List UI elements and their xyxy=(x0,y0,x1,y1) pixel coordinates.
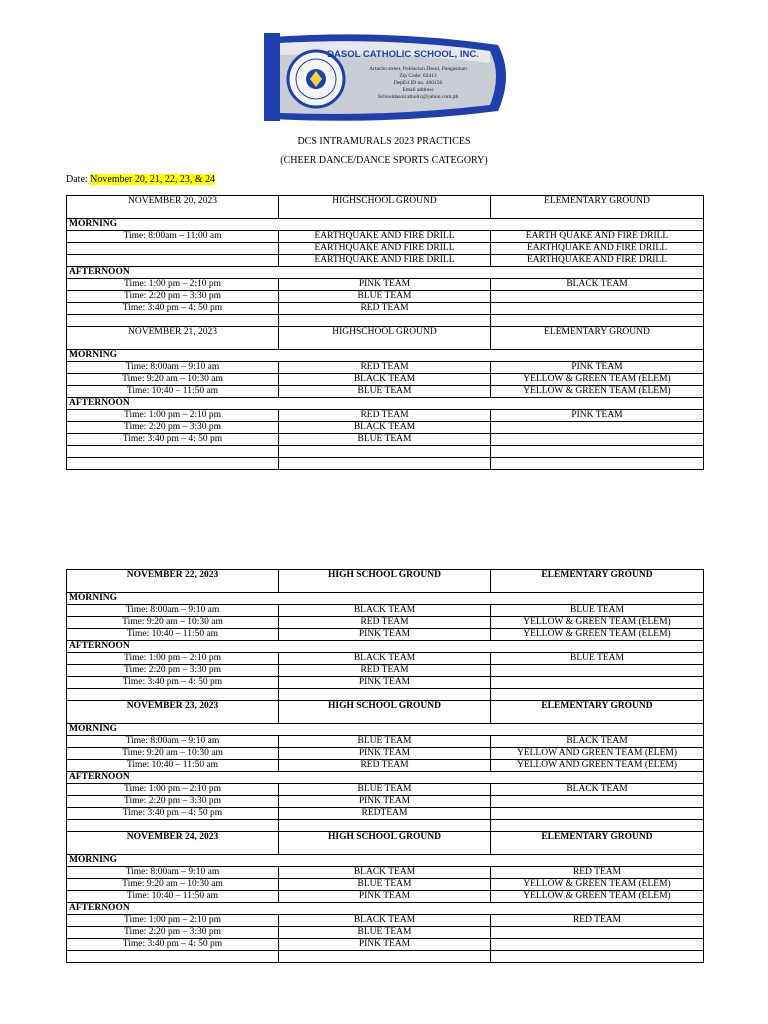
elementary-team-cell xyxy=(491,796,704,808)
elementary-team-cell: YELLOW & GREEN TEAM (ELEM) xyxy=(491,374,704,386)
day-date-header: NOVEMBER 22, 2023 xyxy=(67,570,279,593)
blank-cell xyxy=(279,458,491,470)
blank-cell xyxy=(67,689,279,701)
blank-row xyxy=(67,315,704,327)
afternoon-label: AFTERNOON xyxy=(67,267,704,279)
table-row xyxy=(67,665,704,677)
morning-section-row xyxy=(67,855,704,867)
time-cell: Time: 1:00 pm – 2:10 pm xyxy=(67,279,279,291)
elementary-ground-header: ELEMENTARY GROUND xyxy=(491,701,704,724)
time-cell: Time: 10:40 – 11:50 am xyxy=(67,891,279,903)
blank-cell xyxy=(279,689,491,701)
highschool-team-cell: BLACK TEAM xyxy=(279,605,491,617)
highschool-team-cell: EARTHQUAKE AND FIRE DRILL xyxy=(279,243,491,255)
date-label: Date: xyxy=(66,174,91,185)
time-cell: Time: 10:40 – 11:50 am xyxy=(67,629,279,641)
elementary-team-cell: YELLOW & GREEN TEAM (ELEM) xyxy=(491,891,704,903)
time-cell: Time: 2:20 pm – 3:30 pm xyxy=(67,665,279,677)
time-cell: Time: 3:40 pm – 4: 50 pm xyxy=(67,808,279,820)
time-cell: Time: 10:40 – 11:50 am xyxy=(67,760,279,772)
elementary-team-cell: EARTHQUAKE AND FIRE DRILL xyxy=(491,255,704,267)
time-cell: Time: 1:00 pm – 2:10 pm xyxy=(67,915,279,927)
elementary-team-cell: BLACK TEAM xyxy=(491,279,704,291)
time-cell: Time: 8:00am – 11:00 am xyxy=(67,231,279,243)
blank-cell xyxy=(67,951,279,963)
elementary-team-cell xyxy=(491,665,704,677)
highschool-team-cell: PINK TEAM xyxy=(279,796,491,808)
table-row xyxy=(67,891,704,903)
date-value: November 20, 21, 22, 23, & 24 xyxy=(90,174,216,185)
highschool-team-cell: BLACK TEAM xyxy=(279,867,491,879)
table-row xyxy=(67,796,704,808)
day-header-row xyxy=(67,327,704,350)
highschool-team-cell: EARTHQUAKE AND FIRE DRILL xyxy=(279,231,491,243)
schedule-table-1 xyxy=(66,195,704,470)
time-cell xyxy=(67,243,279,255)
blank-cell xyxy=(67,820,279,832)
elementary-ground-header: ELEMENTARY GROUND xyxy=(491,196,704,219)
blank-row xyxy=(67,951,704,963)
day-date-header: NOVEMBER 20, 2023 xyxy=(67,196,279,219)
time-cell: Time: 3:40 pm – 4: 50 pm xyxy=(67,303,279,315)
elementary-team-cell: YELLOW & GREEN TEAM (ELEM) xyxy=(491,629,704,641)
blank-cell xyxy=(491,315,704,327)
table-row xyxy=(67,784,704,796)
morning-label: MORNING xyxy=(67,350,704,362)
table-row xyxy=(67,808,704,820)
afternoon-label: AFTERNOON xyxy=(67,641,704,653)
time-cell: Time: 2:20 pm – 3:30 pm xyxy=(67,291,279,303)
table-row xyxy=(67,434,704,446)
blank-row xyxy=(67,446,704,458)
afternoon-label: AFTERNOON xyxy=(67,903,704,915)
time-cell: Time: 9:20 am – 10:30 am xyxy=(67,879,279,891)
elementary-team-cell xyxy=(491,434,704,446)
elementary-team-cell: BLACK TEAM xyxy=(491,784,704,796)
elementary-team-cell: EARTHQUAKE AND FIRE DRILL xyxy=(491,243,704,255)
time-cell: Time: 1:00 pm – 2:10 pm xyxy=(67,653,279,665)
elementary-team-cell: YELLOW & GREEN TEAM (ELEM) xyxy=(491,386,704,398)
blank-row xyxy=(67,820,704,832)
time-cell: Time: 10:40 – 11:50 am xyxy=(67,386,279,398)
blank-cell xyxy=(491,446,704,458)
table-row xyxy=(67,939,704,951)
time-cell: Time: 3:40 pm – 4: 50 pm xyxy=(67,677,279,689)
time-cell: Time: 9:20 am – 10:30 am xyxy=(67,617,279,629)
morning-label: MORNING xyxy=(67,593,704,605)
elementary-ground-header: ELEMENTARY GROUND xyxy=(491,570,704,593)
table-row xyxy=(67,243,704,255)
table-row xyxy=(67,617,704,629)
elementary-team-cell: YELLOW AND GREEN TEAM (ELEM) xyxy=(491,748,704,760)
table-row xyxy=(67,605,704,617)
morning-label: MORNING xyxy=(67,219,704,231)
table-row xyxy=(67,629,704,641)
table-row xyxy=(67,927,704,939)
time-cell: Time: 1:00 pm – 2:10 pm xyxy=(67,410,279,422)
afternoon-label: AFTERNOON xyxy=(67,398,704,410)
table-row xyxy=(67,386,704,398)
elementary-team-cell: YELLOW AND GREEN TEAM (ELEM) xyxy=(491,760,704,772)
elementary-team-cell xyxy=(491,808,704,820)
elementary-team-cell: YELLOW & GREEN TEAM (ELEM) xyxy=(491,617,704,629)
table-row xyxy=(67,879,704,891)
page-title: DCS INTRAMURALS 2023 PRACTICES xyxy=(297,136,471,147)
morning-section-row xyxy=(67,724,704,736)
time-cell: Time: 2:20 pm – 3:30 pm xyxy=(67,927,279,939)
highschool-team-cell: PINK TEAM xyxy=(279,891,491,903)
elementary-team-cell: PINK TEAM xyxy=(491,362,704,374)
table-row xyxy=(67,760,704,772)
blank-row xyxy=(67,689,704,701)
blank-cell xyxy=(491,689,704,701)
svg-text:DepEd ID no. 400156: DepEd ID no. 400156 xyxy=(393,80,443,86)
elementary-team-cell: YELLOW & GREEN TEAM (ELEM) xyxy=(491,879,704,891)
time-cell: Time: 8:00am – 9:10 am xyxy=(67,605,279,617)
highschool-team-cell: REDTEAM xyxy=(279,808,491,820)
highschool-team-cell: PINK TEAM xyxy=(279,279,491,291)
highschool-team-cell: BLACK TEAM xyxy=(279,422,491,434)
blank-cell xyxy=(491,820,704,832)
morning-section-row xyxy=(67,593,704,605)
blank-cell xyxy=(491,458,704,470)
afternoon-section-row xyxy=(67,267,704,279)
table-row xyxy=(67,303,704,315)
elementary-team-cell xyxy=(491,927,704,939)
table-row xyxy=(67,291,704,303)
highschool-ground-header: HIGH SCHOOL GROUND xyxy=(279,570,491,593)
page-subtitle: (CHEER DANCE/DANCE SPORTS CATEGORY) xyxy=(280,155,488,166)
highschool-team-cell: PINK TEAM xyxy=(279,939,491,951)
svg-text:Artacho street, Poblacion Daso: Artacho street, Poblacion Dasol, Pangasinan xyxy=(369,66,467,72)
time-cell: Time: 2:20 pm – 3:30 pm xyxy=(67,796,279,808)
morning-label: MORNING xyxy=(67,724,704,736)
highschool-ground-header: HIGHSCHOOL GROUND xyxy=(279,196,491,219)
time-cell: Time: 2:20 pm – 3:30 pm xyxy=(67,422,279,434)
school-banner xyxy=(258,27,516,127)
day-header-row xyxy=(67,832,704,855)
blank-cell xyxy=(67,315,279,327)
table-row xyxy=(67,374,704,386)
highschool-ground-header: HIGH SCHOOL GROUND xyxy=(279,832,491,855)
highschool-team-cell: RED TEAM xyxy=(279,760,491,772)
table-row xyxy=(67,362,704,374)
elementary-ground-header: ELEMENTARY GROUND xyxy=(491,327,704,350)
table-row xyxy=(67,255,704,267)
table-row xyxy=(67,279,704,291)
elementary-team-cell: RED TEAM xyxy=(491,915,704,927)
table-row xyxy=(67,422,704,434)
time-cell: Time: 9:20 am – 10:30 am xyxy=(67,374,279,386)
afternoon-section-row xyxy=(67,398,704,410)
morning-section-row xyxy=(67,219,704,231)
day-header-row xyxy=(67,196,704,219)
time-cell: Time: 3:40 pm – 4: 50 pm xyxy=(67,939,279,951)
elementary-team-cell: PINK TEAM xyxy=(491,410,704,422)
elementary-team-cell: RED TEAM xyxy=(491,867,704,879)
morning-label: MORNING xyxy=(67,855,704,867)
highschool-team-cell: BLUE TEAM xyxy=(279,386,491,398)
table-row xyxy=(67,748,704,760)
highschool-team-cell: EARTHQUAKE AND FIRE DRILL xyxy=(279,255,491,267)
highschool-team-cell: BLUE TEAM xyxy=(279,879,491,891)
elementary-team-cell xyxy=(491,677,704,689)
highschool-team-cell: BLUE TEAM xyxy=(279,291,491,303)
elementary-team-cell: EARTH QUAKE AND FIRE DRILL xyxy=(491,231,704,243)
table-row xyxy=(67,231,704,243)
elementary-team-cell xyxy=(491,422,704,434)
highschool-team-cell: RED TEAM xyxy=(279,410,491,422)
table-row xyxy=(67,410,704,422)
blank-cell xyxy=(279,315,491,327)
elementary-team-cell xyxy=(491,303,704,315)
highschool-team-cell: RED TEAM xyxy=(279,617,491,629)
highschool-team-cell: RED TEAM xyxy=(279,362,491,374)
time-cell: Time: 8:00am – 9:10 am xyxy=(67,736,279,748)
svg-text:Zip Code: 62413: Zip Code: 62413 xyxy=(399,73,437,79)
highschool-team-cell: RED TEAM xyxy=(279,303,491,315)
elementary-team-cell: BLACK TEAM xyxy=(491,736,704,748)
svg-text:Schooldasolcatholic@yahoo.com.: Schooldasolcatholic@yahoo.com.ph xyxy=(377,94,459,100)
day-date-header: NOVEMBER 21, 2023 xyxy=(67,327,279,350)
elementary-ground-header: ELEMENTARY GROUND xyxy=(491,832,704,855)
elementary-team-cell xyxy=(491,291,704,303)
elementary-team-cell xyxy=(491,939,704,951)
blank-cell xyxy=(279,446,491,458)
blank-cell xyxy=(279,951,491,963)
highschool-team-cell: BLUE TEAM xyxy=(279,784,491,796)
schedule-table-2 xyxy=(66,569,704,963)
elementary-team-cell: BLUE TEAM xyxy=(491,605,704,617)
blank-cell xyxy=(67,446,279,458)
table-row xyxy=(67,677,704,689)
day-date-header: NOVEMBER 24, 2023 xyxy=(67,832,279,855)
table-row xyxy=(67,653,704,665)
elementary-team-cell: BLUE TEAM xyxy=(491,653,704,665)
blank-row xyxy=(67,458,704,470)
blank-cell xyxy=(279,820,491,832)
highschool-team-cell: BLUE TEAM xyxy=(279,736,491,748)
time-cell: Time: 9:20 am – 10:30 am xyxy=(67,748,279,760)
afternoon-section-row xyxy=(67,903,704,915)
time-cell xyxy=(67,255,279,267)
table-row xyxy=(67,736,704,748)
highschool-team-cell: BLACK TEAM xyxy=(279,374,491,386)
day-header-row xyxy=(67,570,704,593)
afternoon-section-row xyxy=(67,641,704,653)
highschool-team-cell: PINK TEAM xyxy=(279,629,491,641)
time-cell: Time: 8:00am – 9:10 am xyxy=(67,362,279,374)
highschool-ground-header: HIGHSCHOOL GROUND xyxy=(279,327,491,350)
svg-text:DASOL CATHOLIC SCHOOL, INC.: DASOL CATHOLIC SCHOOL, INC. xyxy=(327,49,479,60)
morning-section-row xyxy=(67,350,704,362)
highschool-team-cell: RED TEAM xyxy=(279,665,491,677)
highschool-team-cell: PINK TEAM xyxy=(279,748,491,760)
time-cell: Time: 1:00 pm – 2:10 pm xyxy=(67,784,279,796)
day-date-header: NOVEMBER 23, 2023 xyxy=(67,701,279,724)
afternoon-section-row xyxy=(67,772,704,784)
date-line xyxy=(66,174,215,185)
highschool-team-cell: BLACK TEAM xyxy=(279,653,491,665)
day-header-row xyxy=(67,701,704,724)
time-cell: Time: 8:00am – 9:10 am xyxy=(67,867,279,879)
time-cell: Time: 3:40 pm – 4: 50 pm xyxy=(67,434,279,446)
svg-text:Email address: Email address xyxy=(402,87,434,93)
highschool-team-cell: BLACK TEAM xyxy=(279,915,491,927)
blank-cell xyxy=(491,951,704,963)
afternoon-label: AFTERNOON xyxy=(67,772,704,784)
highschool-team-cell: PINK TEAM xyxy=(279,677,491,689)
highschool-ground-header: HIGH SCHOOL GROUND xyxy=(279,701,491,724)
highschool-team-cell: BLUE TEAM xyxy=(279,434,491,446)
table-row xyxy=(67,867,704,879)
highschool-team-cell: BLUE TEAM xyxy=(279,927,491,939)
blank-cell xyxy=(67,458,279,470)
table-row xyxy=(67,915,704,927)
